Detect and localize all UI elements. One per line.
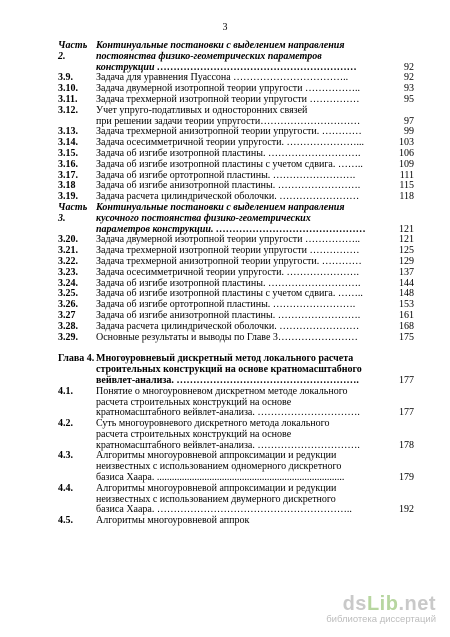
- toc-entry-title: [96, 419, 390, 451]
- toc-entry-page: 137: [399, 266, 414, 278]
- watermark-logo: [326, 593, 436, 625]
- toc-entry-line: конструкции ……………………………………………………: [96, 61, 358, 73]
- toc-chapter-heading: [58, 354, 414, 386]
- toc-entry-line: Задача об изгибе изотропной пластины с учетом сдвига. ……..: [96, 158, 363, 170]
- toc-entry-number: 3.23.: [58, 266, 78, 278]
- toc-entry-title: [96, 322, 390, 333]
- toc-entry-page: 99: [404, 126, 414, 138]
- toc-entry-line: Задача об изгибе анизотропной пластины. …………………….: [96, 309, 361, 321]
- toc-entry-line: Основные результаты и выводы по Главе 3……………………: [96, 331, 358, 343]
- toc-entry-page: 148: [399, 288, 414, 300]
- toc-entry-page: 103: [399, 137, 414, 149]
- toc-entry-line: Учет упруго-податливых и односторонних связей: [96, 104, 308, 116]
- toc-entry-title: [96, 354, 390, 386]
- toc-entry-number: 4.3.: [58, 450, 73, 462]
- table-of-contents: [58, 41, 414, 527]
- toc-entry-line: Задача об изгибе ортотропной пластины. …………………….: [96, 169, 356, 181]
- toc-entry-line: Алгоритмы многоуровневой аппроксимации и редукции: [96, 450, 337, 462]
- toc-entry-line: Многоуровневый дискретный метод локального расчета: [96, 353, 354, 365]
- toc-entry-title: [96, 106, 390, 128]
- toc-entry-page: 178: [399, 439, 414, 451]
- toc-entry-line: Задача осесимметричной теории упругости. …………………...: [96, 137, 364, 149]
- toc-entry-title: [96, 484, 390, 516]
- toc-entry-number: 3.10.: [58, 83, 78, 95]
- toc-entry-line: неизвестных с использованием одномерного дискретного: [96, 461, 342, 473]
- toc-entry-line: Суть многоуровневого дискретного метода локального: [96, 418, 330, 430]
- toc-entry-page: 109: [399, 158, 414, 170]
- toc-entry-page: 121: [399, 234, 414, 246]
- toc-entry-number: Часть 2.: [58, 40, 88, 62]
- toc-entry-number: Часть 3.: [58, 201, 88, 224]
- toc-entry-line: Задача трехмерной изотропной теории упругости ……………: [96, 93, 360, 105]
- toc-entry-line: расчета строительных конструкций на основе: [96, 396, 292, 408]
- toc-entry-page: 144: [399, 277, 414, 289]
- toc-entry-page: 168: [399, 320, 414, 332]
- page-number: 3: [222, 22, 228, 33]
- toc-entry-number: 4.5.: [58, 515, 73, 527]
- toc-entry-number: 3.26.: [58, 299, 78, 311]
- toc-entry-line: Задача об изгибе изотропной пластины. ……………………….: [96, 277, 361, 289]
- toc-entry-number: 3.14.: [58, 137, 78, 149]
- toc-entry-number: 3.13.: [58, 126, 78, 138]
- toc-entry-page: 121: [399, 223, 414, 235]
- watermark-subtitle: библиотека диссертаций: [326, 614, 436, 625]
- toc-entry-title: [96, 451, 390, 483]
- toc-entry-number: 3.27: [58, 309, 76, 321]
- toc-entry-page: 115: [399, 180, 414, 192]
- toc-entry: [58, 516, 414, 527]
- toc-entry-page: 106: [399, 147, 414, 159]
- toc-entry-page: 95: [404, 93, 414, 105]
- toc-entry: [58, 322, 414, 333]
- toc-entry-line: кратномасштабного вейвлет-анализа. ………………………….: [96, 439, 360, 451]
- toc-entry-number: 4.1.: [58, 385, 73, 397]
- toc-entry-number: 3.24.: [58, 277, 78, 289]
- toc-entry-line: параметров конструкции. ………………………………………: [96, 223, 366, 235]
- toc-entry-number: 3.21.: [58, 245, 78, 257]
- toc-entry-number: 3.20.: [58, 234, 78, 246]
- toc-entry-number: 3.22.: [58, 255, 78, 267]
- toc-entry-page: 92: [404, 72, 414, 84]
- toc-entry-line: Задача двумерной изотропной теории упругости ……………..: [96, 83, 360, 95]
- toc-entry-number: 3.19.: [58, 191, 78, 203]
- toc-entry-number: 3.28.: [58, 320, 78, 332]
- toc-entry-line: расчета строительных конструкций на основе: [96, 428, 292, 440]
- toc-entry-line: Задача об изгибе изотропной пластины. ……………………….: [96, 147, 361, 159]
- watermark-brand: dsLib.net: [342, 593, 436, 615]
- toc-entry-line: Алгоритмы многоуровневой аппрок: [96, 515, 250, 527]
- toc-entry-line: Задача осесимметричной теории упругости. ………………….: [96, 266, 359, 278]
- toc-entry-line: Задача об изгибе изотропной пластины с учетом сдвига. ……..: [96, 288, 363, 300]
- toc-entry: [58, 419, 414, 451]
- toc-entry-number: 3.9.: [58, 72, 73, 84]
- toc-entry-title: [96, 387, 390, 419]
- toc-entry: [58, 333, 414, 344]
- toc-entry: [58, 387, 414, 419]
- toc-entry-title: [96, 41, 390, 73]
- toc-entry-title: [96, 516, 390, 527]
- toc-entry-line: базиса Хаара. …………………………………………………..: [96, 504, 352, 516]
- toc-entry-page: 161: [399, 309, 414, 321]
- toc-entry-title: [96, 268, 390, 279]
- toc-entry-line: при решении задачи теории упругости…………………………: [96, 115, 361, 127]
- toc-entry: [58, 268, 414, 279]
- toc-entry-line: Задача для уравнения Пуассона ……………………………..: [96, 72, 349, 84]
- toc-entry-line: неизвестных с использованием двумерного дискретного: [96, 493, 336, 505]
- toc-entry-line: Задача трехмерной анизотропной теории упругости. …………: [96, 126, 362, 138]
- toc-entry-line: Понятие о многоуровневом дискретном методе локального: [96, 385, 348, 397]
- toc-entry-line: Задача расчета цилиндрической оболочки. ……………………: [96, 191, 360, 203]
- toc-entry-number: 3.16.: [58, 158, 78, 170]
- toc-entry-page: 153: [399, 299, 414, 311]
- toc-entry-line: базиса Хаара. ...........................................................................: [96, 472, 345, 484]
- toc-entry-number: Глава 4.: [58, 353, 95, 365]
- toc-entry-line: Континуальные постановки с выделением направления: [96, 40, 345, 51]
- toc-entry-page: 92: [404, 61, 414, 73]
- toc-entry-line: Задача расчета цилиндрической оболочки. ……………………: [96, 320, 360, 332]
- toc-entry-title: [96, 160, 390, 171]
- toc-entry-page: 125: [399, 245, 414, 257]
- toc-part-heading: [58, 203, 414, 235]
- toc-entry-line: Задача об изгибе ортотропной пластины. …………………….: [96, 299, 356, 311]
- toc-entry-page: 129: [399, 255, 414, 267]
- toc-entry-number: 3.11.: [58, 93, 78, 105]
- toc-entry: [58, 484, 414, 516]
- toc-entry-page: 111: [399, 169, 414, 181]
- toc-entry-title: [96, 333, 390, 344]
- toc-entry-title: [96, 203, 390, 235]
- toc-part-heading: [58, 41, 414, 73]
- toc-entry-number: 3.15.: [58, 147, 78, 159]
- toc-entry-page: 175: [399, 331, 414, 343]
- toc-entry-page: 177: [399, 374, 414, 386]
- toc-entry-line: Задача трехмерной изотропной теории упругости ……………: [96, 245, 360, 257]
- toc-entry-page: 93: [404, 83, 414, 95]
- toc-entry-line: Задача трехмерной анизотропной теории упругости. …………: [96, 255, 362, 267]
- toc-entry-line: строительных конструкций на основе кратномасштабного: [96, 364, 362, 376]
- toc-entry-line: Задача об изгибе анизотропной пластины. …………………….: [96, 180, 361, 192]
- toc-entry: [58, 451, 414, 483]
- toc-entry: [58, 106, 414, 128]
- toc-entry-page: 97: [404, 115, 414, 127]
- toc-entry-line: Задача двумерной изотропной теории упругости ……………..: [96, 234, 360, 246]
- toc-entry-line: Алгоритмы многоуровневой аппроксимации и редукции: [96, 482, 337, 494]
- toc-entry-page: 179: [399, 472, 414, 484]
- toc-entry-line: кусочного постоянства физико-геометрических: [96, 212, 311, 224]
- toc-entry-line: постоянства физико-геометрических параметров: [96, 50, 322, 62]
- toc-entry-page: 177: [399, 407, 414, 419]
- toc-entry-number: 3.17.: [58, 169, 78, 181]
- toc-entry-line: кратномасштабного вейвлет-анализа. ………………………….: [96, 407, 360, 419]
- toc-entry-number: 4.4.: [58, 482, 73, 494]
- toc-entry-page: 192: [399, 504, 414, 516]
- toc-entry-line: вейвлет-анализа. ……………………………………………….: [96, 374, 359, 386]
- toc-entry: [58, 160, 414, 171]
- toc-entry-line: Континуальные постановки с выделением направления: [96, 201, 345, 213]
- toc-entry-page: 118: [399, 191, 414, 203]
- toc-entry-number: 3.25.: [58, 288, 78, 300]
- toc-entry-number: 3.18: [58, 180, 76, 192]
- toc-entry-number: 4.2.: [58, 418, 73, 430]
- toc-entry-number: 3.12.: [58, 104, 78, 116]
- toc-entry-number: 3.29.: [58, 331, 78, 343]
